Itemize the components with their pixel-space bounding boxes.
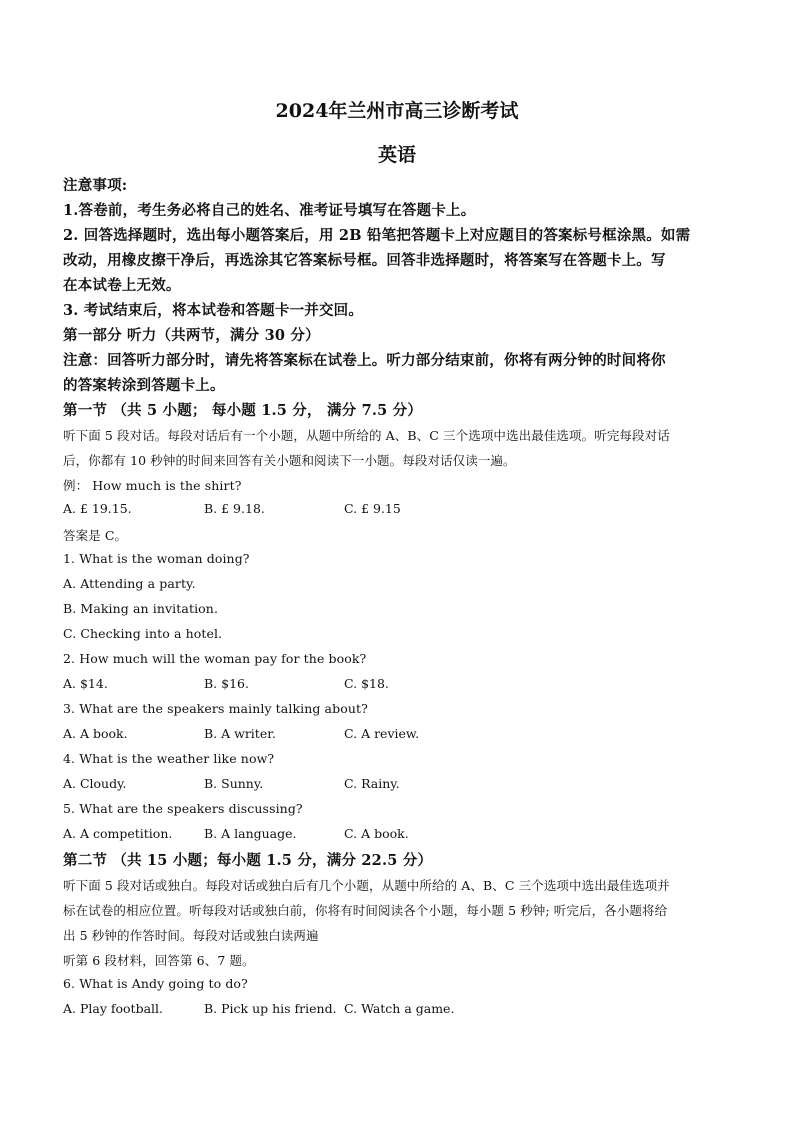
notice-item-2-line-2: 改动，用橡皮擦干净后，再选涂其它答案标号框。回答非选择题时，将答案写在答题卡上。写: [63, 252, 666, 269]
question-6-option-b: B. Pick up his friend.: [204, 1001, 337, 1016]
notice-item-2-line-3: 在本试卷上无效。: [63, 277, 181, 294]
question-6: 6. What is Andy going to do?: [63, 976, 248, 991]
section2-instruction-line-3: 出 5 秒钟的作答时间。每段对话或独白读两遍: [63, 928, 319, 943]
question-3-option-b: B. A writer.: [204, 726, 276, 741]
question-3-option-c: C. A review.: [344, 726, 420, 741]
notice-item-3: 3. 考试结束后，将本试卷和答题卡一并交回。: [63, 302, 364, 319]
question-6-option-c: C. Watch a game.: [344, 1001, 455, 1016]
part1-note-line-2: 的答案转涂到答题卡上。: [63, 377, 225, 394]
notice-heading: 注意事项:: [63, 177, 128, 194]
question-4-option-a: A. Cloudy.: [63, 776, 127, 791]
question-1-option-c: C. Checking into a hotel.: [63, 626, 223, 641]
question-4: 4. What is the weather like now?: [63, 751, 275, 766]
question-4-option-b: B. Sunny.: [204, 776, 264, 791]
notice-item-2-line-1: 2. 回答选择题时，选出每小题答案后，用 2B 铅笔把答题卡上对应题目的答案标号框涂黑。如需: [63, 227, 691, 244]
question-5-option-c: C. A book.: [344, 826, 409, 841]
question-4-option-c: C. Rainy.: [344, 776, 400, 791]
exam-title: 2024年兰州市高三诊断考试: [275, 100, 519, 122]
section2-instruction-line-2: 标在试卷的相应位置。听每段对话或独白前，你将有时间阅读各个小题，每小题 5 秒钟; 听完后，各小题将给: [63, 903, 668, 918]
question-5-option-a: A. A competition.: [63, 826, 173, 841]
example-option-a: A. £ 19.15.: [63, 501, 132, 516]
part1-heading: 第一部分 听力（共两节，满分 30 分）: [63, 327, 320, 344]
question-6-option-a: A. Play football.: [63, 1001, 163, 1016]
section2-material-6: 听第 6 段材料，回答第 6、7 题。: [63, 953, 255, 968]
example-answer: 答案是 C。: [63, 528, 128, 543]
question-1-option-b: B. Making an invitation.: [63, 601, 219, 616]
question-3: 3. What are the speakers mainly talking about?: [63, 701, 368, 716]
example-option-c: C. £ 9.15: [344, 501, 401, 516]
notice-item-1: 1.答卷前，考生务必将自己的姓名、准考证号填写在答题卡上。: [63, 202, 476, 219]
example-question: 例： How much is the shirt?: [63, 478, 242, 493]
question-5-option-b: B. A language.: [204, 826, 297, 841]
section1-instruction-line-1: 听下面 5 段对话。每段对话后有一个小题，从题中所给的 A、B、C 三个选项中选出最佳选项。听完每段对话: [63, 428, 670, 443]
question-5: 5. What are the speakers discussing?: [63, 801, 303, 816]
question-1: 1. What is the woman doing?: [63, 551, 250, 566]
question-2: 2. How much will the woman pay for the book?: [63, 651, 367, 666]
subject-title: 英语: [377, 144, 416, 166]
question-2-option-c: C. $18.: [344, 676, 389, 691]
section2-instruction-line-1: 听下面 5 段对话或独白。每段对话或独白后有几个小题，从题中所给的 A、B、C 三个选项中选出最佳选项并: [63, 878, 670, 893]
section2-heading: 第二节 （共 15 小题；每小题 1.5 分，满分 22.5 分）: [63, 852, 433, 869]
question-3-option-a: A. A book.: [63, 726, 128, 741]
section1-instruction-line-2: 后，你都有 10 秒钟的时间来回答有关小题和阅读下一小题。每段对话仅读一遍。: [63, 453, 516, 468]
section1-heading: 第一节 （共 5 小题； 每小题 1.5 分， 满分 7.5 分）: [63, 402, 423, 419]
question-2-option-a: A. $14.: [63, 676, 108, 691]
part1-note-line-1: 注意：回答听力部分时，请先将答案标在试卷上。听力部分结束前，你将有两分钟的时间将你: [63, 352, 666, 369]
question-2-option-b: B. $16.: [204, 676, 249, 691]
question-1-option-a: A. Attending a party.: [63, 576, 196, 591]
example-option-b: B. £ 9.18.: [204, 501, 265, 516]
